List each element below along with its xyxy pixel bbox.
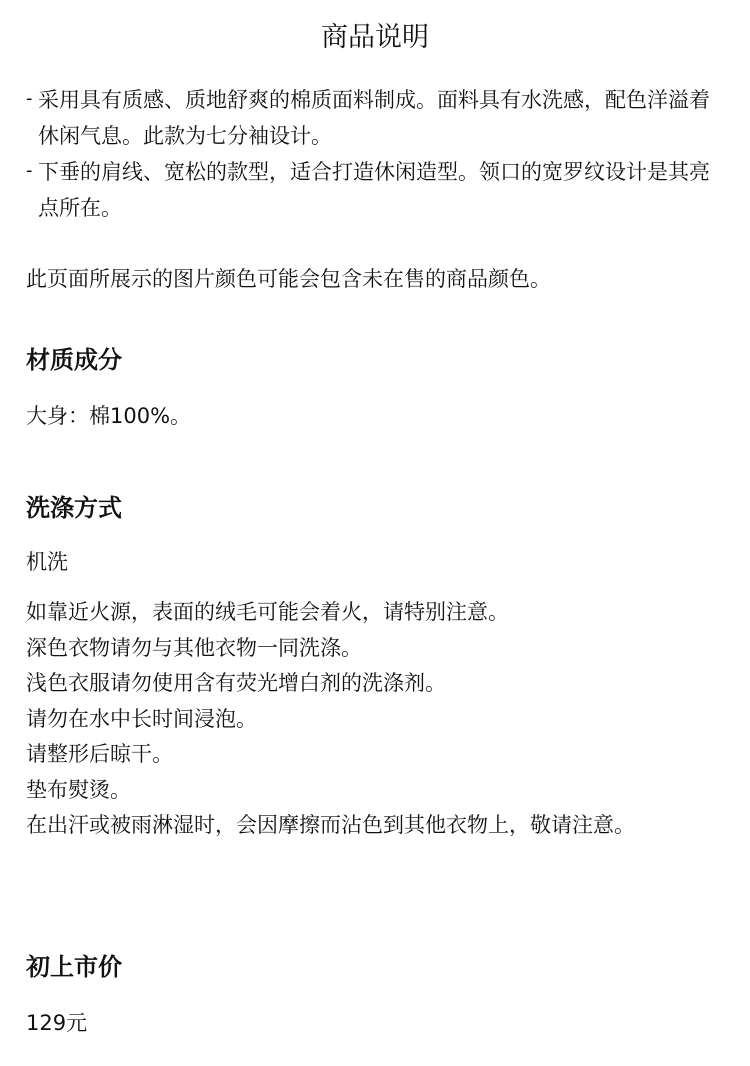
washing-note: 如靠近火源，表面的绒毛可能会着火，请特别注意。 <box>26 600 509 624</box>
price-value: 129元 <box>26 1011 88 1035</box>
description-bullet-text: 采用具有质感、质地舒爽的棉质面料制成。面料具有水洗感，配色洋溢着休闲气息。此款为七分袖设计。 <box>38 88 710 148</box>
washing-note: 浅色衣服请勿使用含有荧光增白剂的洗涤剂。 <box>26 671 446 695</box>
bullet-marker: - <box>26 160 33 181</box>
description-bullet <box>26 154 726 226</box>
description-bullet <box>26 82 726 154</box>
washing-note: 请勿在水中长时间浸泡。 <box>26 706 257 731</box>
washing-method: 机洗 <box>26 550 68 574</box>
washing-note: 请整形后晾干。 <box>26 742 173 766</box>
description-bullet-text: 下垂的肩线、宽松的款型，适合打造休闲造型。领口的宽罗纹设计是其亮点所在。 <box>38 160 710 220</box>
material-value: 大身：棉100%。 <box>26 404 192 428</box>
washing-heading: 洗涤方式 <box>26 494 122 522</box>
color-note: 此页面所展示的图片颜色可能会包含未在售的商品颜色。 <box>26 267 551 291</box>
washing-note: 在出汗或被雨淋湿时，会因摩擦而沾色到其他衣物上，敬请注意。 <box>26 813 635 837</box>
description-bullet-list <box>26 82 726 226</box>
price-heading: 初上市价 <box>26 953 122 981</box>
washing-note: 深色衣物请勿与其他衣物一同洗涤。 <box>26 635 362 660</box>
material-heading: 材质成分 <box>26 346 122 374</box>
bullet-marker: - <box>26 88 33 109</box>
washing-note: 垫布熨烫。 <box>26 777 131 802</box>
washing-notes-list <box>26 595 730 844</box>
page-title: 商品说明 <box>321 22 429 53</box>
